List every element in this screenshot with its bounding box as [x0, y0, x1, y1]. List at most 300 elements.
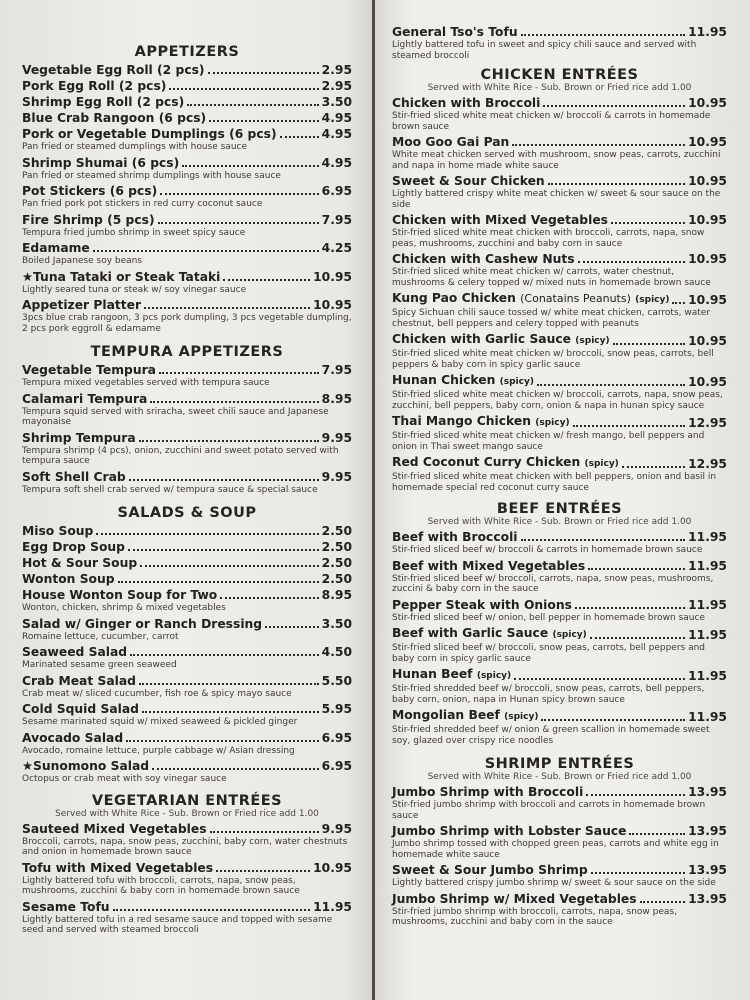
menu-item [392, 707, 727, 746]
menu-item-name: Beef with Broccoli [392, 530, 518, 544]
dot-leader [586, 794, 685, 796]
dot-leader [150, 401, 318, 403]
dot-leader [629, 833, 685, 835]
spicy-note: (spicy) [535, 418, 570, 428]
menu-item-tag: (Conatains Peanuts) [520, 292, 631, 305]
menu-item-name: Fire Shrimp (5 pcs) [22, 212, 155, 227]
menu-item-description: Romaine lettuce, cucumber, carrot [22, 631, 179, 642]
section-heading: VEGETARIAN ENTRÉES [91, 792, 283, 809]
menu-item-price: 10.95 [688, 375, 727, 389]
menu-item-name: ★Sunomono Salad [22, 759, 150, 773]
menu-item-name-wrap [22, 571, 115, 587]
right-menu-page [375, 0, 750, 1000]
menu-section [392, 754, 727, 928]
menu-item [392, 212, 727, 249]
menu-item-name-wrap [392, 891, 637, 907]
menu-item [22, 110, 352, 126]
menu-item-description: Lightly battered tofu with broccoli, carrots, napa, snow peas, mushrooms, zucchini & baby corn in homemade brown sauce [22, 875, 300, 896]
menu-item [392, 784, 727, 821]
menu-item-name: Blue Crab Rangoon (6 pcs) [22, 111, 207, 125]
menu-item-row [22, 62, 352, 78]
dot-leader [543, 105, 685, 107]
dot-leader [640, 901, 686, 903]
dot-leader [512, 144, 685, 146]
menu-item-name: Sweet & Sour Jumbo Shrimp [392, 863, 588, 877]
menu-item-row [22, 391, 352, 407]
menu-item-row [22, 555, 352, 571]
menu-section [22, 791, 352, 936]
menu-item-name: Beef with Garlic Sauce [392, 626, 549, 640]
dot-leader [142, 711, 319, 713]
right-menu-column [392, 0, 727, 930]
menu-item [22, 430, 352, 467]
dot-leader [280, 136, 319, 138]
dot-leader [514, 678, 685, 680]
menu-item [22, 673, 352, 700]
menu-item-row [392, 707, 727, 725]
menu-item-description: Tempura fried jumbo shrimp in sweet spicy sauce [22, 227, 246, 238]
menu-item-name-wrap [22, 673, 136, 689]
menu-item-price: 3.50 [321, 616, 352, 631]
menu-item-description: Pan fried pork pot stickers in red curry coconut sauce [22, 199, 263, 209]
menu-item-price: 10.95 [688, 293, 727, 307]
menu-item-description: Stir-fried sliced white meat chicken w/ carrots, water chestnut, mushrooms & celery topped w/ mixed nuts in homemade brown sauce [392, 267, 711, 288]
menu-item-name: Shrimp Egg Roll (2 pcs) [22, 95, 185, 109]
menu-item [22, 758, 352, 785]
dot-leader [187, 104, 318, 106]
dot-leader [548, 183, 685, 185]
menu-item-name-wrap [22, 730, 123, 746]
menu-item-row [22, 758, 352, 774]
dot-leader [672, 302, 685, 304]
menu-item-row [392, 454, 727, 472]
menu-item-name-wrap [392, 413, 570, 431]
menu-item-name: Sesame Tofu [22, 899, 110, 914]
dot-leader [139, 683, 319, 685]
menu-item-price: 4.95 [321, 111, 352, 125]
menu-item-name-wrap [22, 94, 184, 110]
menu-item-name-wrap [22, 644, 127, 660]
dot-leader [220, 597, 318, 599]
dot-leader [613, 343, 686, 345]
menu-item-row [22, 78, 352, 94]
dot-leader [591, 872, 685, 874]
menu-item [22, 821, 352, 858]
menu-item-name-wrap [22, 701, 139, 717]
menu-item-name-wrap [22, 110, 206, 126]
menu-item-description: Stir-fried shredded beef w/ broccoli, snow peas, carrots, bell peppers, baby corn, onion, napa in Hunan spicy brown sauce [392, 684, 705, 705]
menu-item [22, 155, 352, 182]
dot-leader [159, 372, 319, 374]
menu-item-name: Kung Pao Chicken [392, 291, 516, 305]
menu-item-name-wrap [392, 331, 610, 349]
menu-item-row [392, 625, 727, 643]
dot-leader [96, 533, 318, 535]
menu-item-name: Salad w/ Ginger or Ranch Dressing [22, 616, 263, 631]
dot-leader [622, 466, 685, 468]
menu-item-description: Stir-fried sliced beef w/ onion, bell pepper in homemade brown sauce [392, 612, 705, 623]
menu-item-row [392, 823, 727, 839]
menu-item-name-wrap [392, 597, 572, 613]
menu-item-name-wrap [22, 183, 157, 199]
menu-item [22, 523, 352, 539]
menu-item-row [22, 126, 352, 142]
menu-item-row [22, 644, 352, 660]
menu-item-name: Mongolian Beef [392, 708, 500, 722]
menu-item-name: Pork Egg Roll (2 pcs) [22, 79, 167, 93]
menu-item [22, 183, 352, 210]
menu-item [392, 251, 727, 288]
menu-item-row [22, 212, 352, 228]
menu-item-name-wrap [392, 251, 575, 267]
menu-item-row [22, 587, 352, 603]
menu-item-name-wrap [22, 362, 156, 378]
menu-section [22, 42, 352, 334]
menu-item-description: Crab meat w/ sliced cucumber, fish roe & spicy mayo sauce [22, 688, 292, 699]
menu-item-price: 8.95 [321, 391, 352, 406]
menu-item-price: 11.95 [688, 597, 727, 612]
dot-leader [140, 565, 318, 567]
menu-item [22, 571, 352, 587]
menu-item-name: Sauteed Mixed Vegetables [22, 821, 207, 836]
menu-item [22, 240, 352, 267]
menu-item-name: Miso Soup [22, 524, 94, 538]
menu-item-name: Cold Squid Salad [22, 702, 139, 716]
menu-item-name: Edamame [22, 241, 90, 255]
menu-item-row [22, 821, 352, 837]
menu-item-row [392, 173, 727, 189]
menu-item-row [392, 529, 727, 545]
menu-item-name: Crab Meat Salad [22, 673, 136, 688]
section-heading: SHRIMP ENTRÉES [484, 756, 635, 772]
menu-item-row [22, 899, 352, 915]
menu-item-row [22, 730, 352, 746]
menu-item-name: Thai Mango Chicken [392, 414, 531, 428]
dot-leader [611, 222, 685, 224]
menu-item-description: Marinated sesame green seaweed [22, 660, 177, 670]
menu-item [22, 644, 352, 671]
menu-item [22, 212, 352, 239]
dot-leader [113, 909, 311, 911]
menu-item-row [392, 862, 727, 878]
dot-leader [160, 193, 318, 195]
menu-item [392, 558, 727, 595]
section-heading: APPETIZERS [134, 44, 240, 60]
menu-item-name-wrap [22, 269, 220, 285]
menu-item-name: Pot Stickers (6 pcs) [22, 184, 158, 198]
menu-item-description: Jumbo shrimp tossed with chopped green peas, carrots and white egg in homemade white sauce [392, 839, 719, 860]
menu-item-price: 10.95 [313, 860, 352, 875]
menu-item-row [392, 95, 727, 111]
menu-item [22, 730, 352, 757]
menu-item-price: 8.95 [321, 588, 352, 602]
dot-leader [128, 549, 319, 551]
menu-item-name-wrap [22, 555, 137, 571]
dot-leader [210, 831, 319, 833]
dot-leader [573, 425, 686, 427]
menu-item-name-wrap [22, 78, 166, 94]
menu-item-name-wrap [22, 240, 90, 256]
menu-item-row [392, 666, 727, 684]
menu-item-description: Stir-fried sliced white meat chicken w/ broccoli & carrots in homemade brown sauce [392, 111, 711, 132]
menu-item-price: 10.95 [688, 334, 727, 348]
left-menu-page [0, 0, 372, 1000]
menu-item-price: 9.95 [321, 821, 352, 836]
menu-item-price: 11.95 [313, 899, 352, 914]
spicy-note: (spicy) [476, 671, 512, 681]
menu-item-price: 2.95 [321, 79, 352, 93]
dot-leader [575, 607, 685, 609]
menu-item-price: 11.95 [688, 710, 727, 724]
menu-item [392, 891, 727, 928]
menu-item [392, 372, 727, 411]
menu-item-price: 13.95 [688, 891, 727, 906]
menu-item-name-wrap [392, 24, 518, 40]
menu-item-description: Stir-fried sliced beef w/ broccoli & carrots in homemade brown sauce [392, 545, 703, 555]
menu-item-price: 2.50 [321, 524, 352, 538]
menu-item-row [22, 673, 352, 689]
menu-item [22, 297, 352, 334]
menu-item-name-wrap [392, 95, 540, 111]
menu-item-description: Sesame marinated squid w/ mixed seaweed & pickled ginger [22, 717, 298, 727]
dot-leader [588, 568, 685, 570]
menu-item-price: 2.50 [321, 556, 352, 570]
menu-item [392, 529, 727, 556]
menu-item [392, 597, 727, 624]
menu-item-name: Avocado Salad [22, 730, 124, 745]
menu-item [22, 62, 352, 78]
menu-item-price: 7.95 [321, 212, 352, 227]
menu-item-row [392, 413, 727, 431]
menu-item-row [22, 701, 352, 717]
menu-item [22, 701, 352, 728]
menu-item [22, 94, 352, 110]
menu-item-name: Chicken with Garlic Sauce [392, 332, 571, 346]
menu-item-description: Pan fried or steamed dumplings with house sauce [22, 142, 248, 152]
menu-item-description: Tempura squid served with sriracha, sweet chili sauce and Japanese mayonaise [22, 406, 329, 427]
section-heading: CHICKEN ENTRÉES [480, 67, 639, 83]
menu-item-name-wrap [22, 391, 147, 407]
menu-item [22, 126, 352, 153]
menu-item-row [22, 183, 352, 199]
menu-item-name: Beef with Mixed Vegetables [392, 558, 586, 573]
menu-item-name-wrap [22, 126, 277, 142]
menu-item-name-wrap [22, 616, 262, 632]
menu-item-price: 11.95 [688, 669, 727, 683]
menu-item-row [22, 571, 352, 587]
menu-item-price: 10.95 [313, 269, 352, 284]
menu-item-name: Hunan Chicken [392, 373, 496, 387]
menu-item [22, 899, 352, 936]
menu-item-row [392, 212, 727, 228]
menu-item-name: Pork or Vegetable Dumplings (6 pcs) [22, 127, 277, 141]
menu-item-row [22, 155, 352, 171]
menu-item-name: Jumbo Shrimp with Lobster Sauce [392, 824, 627, 838]
menu-item-name: Shrimp Tempura [22, 430, 136, 445]
menu-item-row [22, 616, 352, 632]
menu-item-description: Spicy Sichuan chili sauce tossed w/ white meat chicken, carrots, water chestnut, bell peppers and celery topped with peanuts [392, 308, 711, 329]
menu-item-name-wrap [392, 529, 518, 545]
menu-item-name: Seaweed Salad [22, 645, 128, 659]
menu-item-row [22, 110, 352, 126]
menu-item-row [392, 290, 727, 308]
menu-item [392, 823, 727, 860]
menu-item-name-wrap [22, 523, 93, 539]
menu-item-name-wrap [22, 212, 155, 228]
menu-item-price: 13.95 [688, 824, 727, 838]
section-subtitle: Served with White Rice - Sub. Brown or Fried rice add 1.00 [427, 772, 692, 782]
menu-item-price: 12.95 [688, 416, 727, 430]
menu-item-price: 4.50 [321, 645, 352, 659]
menu-item [392, 666, 727, 705]
dot-leader [139, 440, 319, 442]
menu-item-description: Stir-fried sliced beef w/ broccoli, carrots, napa, snow peas, mushrooms, zuccini & baby corn in the sauce [392, 573, 714, 594]
menu-item-name: Jumbo Shrimp w/ Mixed Vegetables [392, 891, 637, 906]
menu-item-name: Tofu with Mixed Vegetables [22, 860, 214, 875]
menu-item-price: 12.95 [688, 457, 727, 471]
menu-item-description: Stir-fried sliced white meat chicken w/ fresh mango, bell peppers and onion in Thai sweet mango sauce [392, 431, 705, 452]
menu-item [22, 860, 352, 897]
dot-leader [126, 740, 319, 742]
menu-item-name-wrap [392, 625, 587, 643]
menu-item-name: Appetizer Platter [22, 298, 142, 312]
menu-item-price: 5.50 [321, 673, 352, 688]
menu-item-row [392, 134, 727, 150]
menu-item-description: Lightly battered tofu in sweet and spicy chili sauce and served with steamed broccoli [392, 40, 697, 61]
spicy-note: (spicy) [499, 377, 534, 387]
spicy-note: (spicy) [635, 295, 670, 305]
menu-item-name: Hunan Beef [392, 667, 473, 681]
menu-item [22, 587, 352, 614]
menu-item-price: 4.95 [321, 155, 352, 170]
dot-leader [129, 479, 319, 481]
menu-item-name-wrap [392, 173, 545, 189]
menu-item-price: 9.95 [321, 430, 352, 445]
menu-item [392, 862, 727, 889]
menu-item-description: Stir-fried shredded beef w/ onion & green scallion in homemade sweet soy, glazed over crispy rice noodles [392, 725, 710, 746]
menu-item-name-wrap [22, 539, 125, 555]
menu-item-price: 10.95 [688, 135, 727, 149]
dot-leader [223, 279, 310, 281]
menu-item-name: Jumbo Shrimp with Broccoli [392, 785, 584, 799]
section-heading: TEMPURA APPETIZERS [90, 344, 284, 360]
menu-item-name-wrap [22, 155, 179, 171]
menu-item-name-wrap [22, 821, 207, 837]
menu-item-price: 10.95 [688, 252, 727, 266]
menu-item [392, 24, 727, 61]
menu-item-name-wrap [22, 430, 136, 446]
menu-item-name: Red Coconut Curry Chicken [392, 455, 581, 469]
menu-item-name: Moo Goo Gai Pan [392, 135, 510, 149]
menu-item-name-wrap [22, 860, 213, 876]
menu-item-price: 3.50 [321, 95, 352, 109]
menu-item-row [22, 240, 352, 256]
menu-item-description: Pan fried or steamed shrimp dumplings with house sauce [22, 170, 281, 181]
left-menu-column [22, 0, 352, 938]
menu-item-row [22, 94, 352, 110]
menu-item [22, 78, 352, 94]
menu-section [22, 503, 352, 785]
menu-item-description: Stir-fried sliced white meat chicken w/ broccoli, carrots, napa, snow peas, zucchini, bell peppers, baby corn, onion & napa in hunan spicy sauce [392, 390, 723, 411]
menu-item-row [392, 558, 727, 574]
menu-item-name: Chicken with Broccoli [392, 96, 541, 110]
menu-item-description: Tempura soft shell crab served w/ tempura sauce & special sauce [22, 484, 318, 495]
menu-item-price: 13.95 [688, 785, 727, 799]
menu-item-name: House Wonton Soup for Two [22, 588, 218, 602]
menu-item-name-wrap [22, 297, 141, 313]
menu-item-name-wrap [22, 899, 110, 915]
menu-item-name-wrap [392, 212, 608, 228]
menu-item [22, 555, 352, 571]
menu-item-row [392, 251, 727, 267]
dot-leader [152, 768, 319, 770]
dot-leader [144, 307, 310, 309]
menu-item-name: Chicken with Cashew Nuts [392, 252, 575, 266]
menu-item-description: Stir-fried jumbo shrimp with broccoli and carrots in homemade brown sauce [392, 800, 706, 821]
menu-item-price: 11.95 [688, 558, 727, 573]
menu-section [392, 65, 727, 493]
menu-item-row [22, 539, 352, 555]
menu-item-description: Lightly battered tofu in a red sesame sauce and topped with sesame seed and served with steamed broccoli [22, 914, 333, 935]
menu-section [392, 24, 727, 61]
menu-item [22, 539, 352, 555]
menu-item-name-wrap [392, 454, 619, 472]
menu-item-description: White meat chicken served with mushroom, snow peas, carrots, zucchini and napa in home made white sauce [392, 150, 721, 171]
menu-item-name: Wonton Soup [22, 572, 115, 586]
menu-item-name: Shrimp Shumai (6 pcs) [22, 155, 180, 170]
menu-item-row [22, 860, 352, 876]
menu-item [392, 454, 727, 493]
menu-item-description: Wonton, chicken, shrimp & mixed vegetables [22, 603, 226, 613]
menu-item-price: 11.95 [688, 530, 727, 544]
menu-item-description: Stir-fried sliced beef w/ broccoli, snow peas, carrots, bell peppers and baby corn in spicy garlic sauce [392, 643, 706, 664]
menu-item-name-wrap [392, 558, 585, 574]
spicy-note: (spicy) [552, 630, 587, 640]
menu-item-name: Vegetable Tempura [22, 363, 156, 377]
menu-item-description: Stir-fried sliced white meat chicken with broccoli, carrots, napa, snow peas, mushrooms, zucchini and baby corn in sauce [392, 228, 705, 249]
menu-item-name-wrap [392, 823, 626, 839]
menu-item-name: Hot & Sour Soup [22, 556, 138, 570]
menu-item-row [392, 372, 727, 390]
menu-item-name: Soft Shell Crab [22, 469, 126, 484]
dot-leader [578, 261, 685, 263]
menu-item-price: 5.95 [321, 702, 352, 716]
menu-item-name: Sweet & Sour Chicken [392, 174, 545, 188]
menu-item-name: ★Tuna Tataki or Steak Tataki [22, 269, 221, 284]
menu-item [22, 362, 352, 389]
dot-leader [93, 250, 319, 252]
menu-item-name-wrap [392, 290, 669, 308]
menu-item-price: 2.50 [321, 572, 352, 586]
menu-item-description: Lightly seared tuna or steak w/ soy vinegar sauce [22, 284, 247, 295]
menu-item-name: Vegetable Egg Roll (2 pcs) [22, 63, 205, 77]
menu-item-price: 4.25 [321, 241, 352, 255]
menu-item-description: Stir-fried sliced white meat chicken with bell peppers, onion and basil in homemade special red coconut curry sauce [392, 472, 717, 493]
section-subtitle: Served with White Rice - Sub. Brown or Fried rice add 1.00 [427, 517, 692, 527]
menu-item-description: Tempura mixed vegetables served with tempura sauce [22, 378, 270, 388]
menu-item-description: Lightly battered crispy white meat chicken w/ sweet & sour sauce on the side [392, 189, 721, 210]
dot-leader [216, 870, 310, 872]
dot-leader [158, 222, 319, 224]
menu-item-name-wrap [22, 469, 126, 485]
spicy-note: (spicy) [575, 336, 610, 346]
menu-item-name: Egg Drop Soup [22, 540, 125, 554]
menu-item [22, 391, 352, 428]
menu-item-price: 6.95 [321, 730, 352, 745]
section-heading: BEEF ENTRÉES [496, 501, 623, 517]
menu-item-description: Boiled Japanese soy beans [22, 256, 143, 266]
dot-leader [521, 539, 686, 541]
